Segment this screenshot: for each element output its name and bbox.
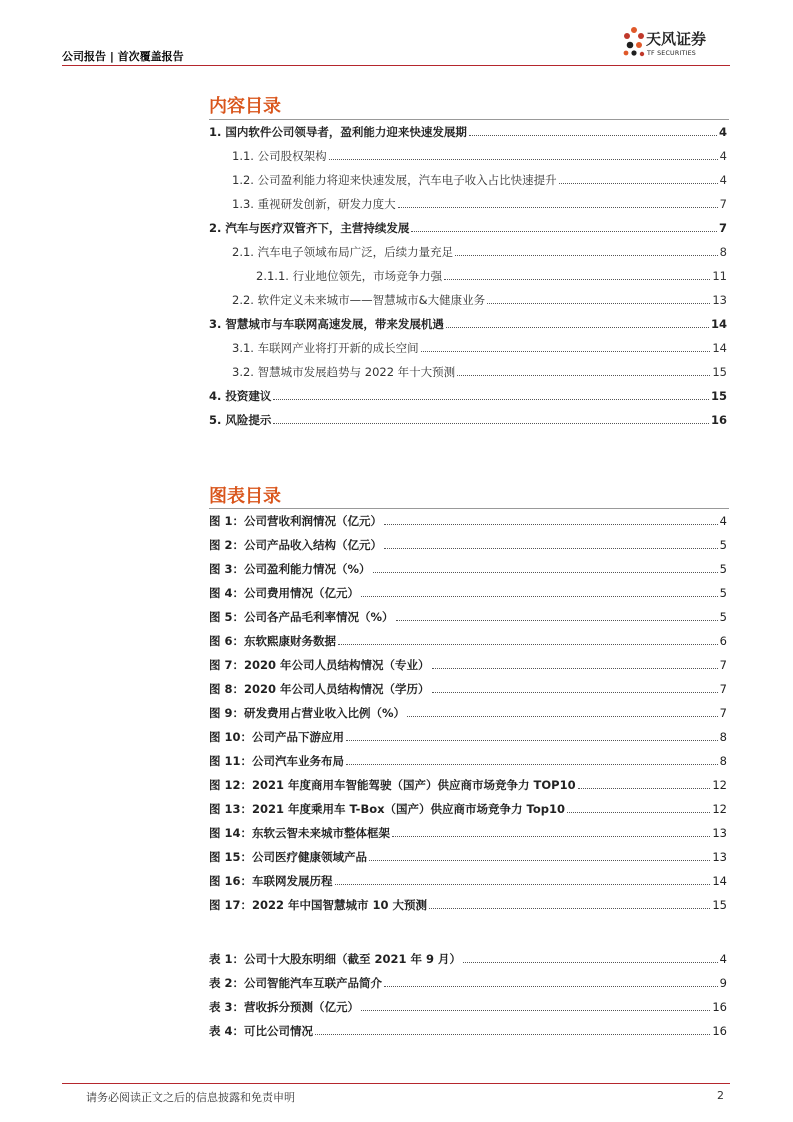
toc-entry[interactable] xyxy=(232,148,727,164)
page-number: 2 xyxy=(717,1089,724,1102)
figure-entry[interactable] xyxy=(209,657,727,673)
figure-entry-label: 图 8：2020 年公司人员结构情况（学历） xyxy=(209,682,430,696)
table-entry-page: 4 xyxy=(719,952,727,966)
toc-leader-dots xyxy=(446,327,709,328)
toc-leader-dots xyxy=(457,375,710,376)
figure-entry-page: 5 xyxy=(719,610,727,624)
toc-entry[interactable] xyxy=(256,268,727,284)
figure-entry[interactable] xyxy=(209,537,727,553)
toc-entry[interactable] xyxy=(209,124,727,140)
figure-entry-label: 图 17：2022 年中国智慧城市 10 大预测 xyxy=(209,898,428,912)
figure-entry[interactable] xyxy=(209,585,727,601)
toc-leader-dots xyxy=(463,962,718,963)
toc-entry-label: 2. 汽车与医疗双管齐下，主营持续发展 xyxy=(209,221,410,235)
figure-entry-label: 图 11：公司汽车业务布局 xyxy=(209,754,345,768)
toc-entry-page: 13 xyxy=(712,293,727,307)
toc-entry[interactable] xyxy=(209,220,727,236)
figure-entry-page: 6 xyxy=(719,634,727,648)
toc-leader-dots xyxy=(384,524,718,525)
figure-entry-page: 14 xyxy=(712,874,727,888)
figures-title: 图表目录 xyxy=(209,486,281,507)
figure-entry-label: 图 2：公司产品收入结构（亿元） xyxy=(209,538,383,552)
toc-leader-dots xyxy=(361,1010,710,1011)
toc-entry[interactable] xyxy=(232,196,727,212)
figure-entry[interactable] xyxy=(209,753,727,769)
figure-entry[interactable] xyxy=(209,705,727,721)
toc-entry[interactable] xyxy=(232,244,727,260)
toc-leader-dots xyxy=(373,572,718,573)
toc-leader-dots xyxy=(273,423,709,424)
figure-entry[interactable] xyxy=(209,609,727,625)
figure-entry-label: 图 10：公司产品下游应用 xyxy=(209,730,345,744)
figure-entry-page: 8 xyxy=(719,754,727,768)
figure-entry-label: 图 12：2021 年度商用车智能驾驶（国产）供应商市场竞争力 TOP10 xyxy=(209,778,576,792)
figure-entry-page: 7 xyxy=(719,682,727,696)
toc-leader-dots xyxy=(559,183,718,184)
toc-title: 内容目录 xyxy=(209,96,281,117)
figure-entry[interactable] xyxy=(209,681,727,697)
toc-entry-page: 15 xyxy=(710,389,727,403)
logo-chinese-text: 天风证券 xyxy=(646,30,707,48)
toc-leader-dots xyxy=(346,740,718,741)
toc-leader-dots xyxy=(398,207,718,208)
toc-entry-page: 11 xyxy=(712,269,727,283)
toc-leader-dots xyxy=(455,255,718,256)
figure-entry[interactable] xyxy=(209,729,727,745)
toc-leader-dots xyxy=(487,303,710,304)
figure-entry-label: 图 4：公司费用情况（亿元） xyxy=(209,586,360,600)
figure-entry-label: 图 5：公司各产品毛利率情况（%） xyxy=(209,610,394,624)
toc-entry[interactable] xyxy=(232,340,727,356)
toc-entry-page: 16 xyxy=(710,413,727,427)
figure-entry-page: 5 xyxy=(719,586,727,600)
toc-entry-page: 4 xyxy=(719,173,727,187)
toc-leader-dots xyxy=(567,812,710,813)
figure-entry-page: 5 xyxy=(719,562,727,576)
table-entry[interactable] xyxy=(209,999,727,1015)
toc-leader-dots xyxy=(338,644,718,645)
figure-entry[interactable] xyxy=(209,897,727,913)
figure-entry-label: 图 7：2020 年公司人员结构情况（专业） xyxy=(209,658,430,672)
toc-leader-dots xyxy=(429,908,710,909)
toc-entry-label: 4. 投资建议 xyxy=(209,389,272,403)
toc-leader-dots xyxy=(315,1034,710,1035)
toc-entry-page: 7 xyxy=(719,197,727,211)
toc-entry-label: 1. 国内软件公司领导者，盈利能力迎来快速发展期 xyxy=(209,125,467,139)
figure-entry[interactable] xyxy=(209,513,727,529)
toc-entry-page: 7 xyxy=(718,221,727,235)
toc-leader-dots xyxy=(407,716,718,717)
toc-entry-page: 15 xyxy=(712,365,727,379)
toc-entry[interactable] xyxy=(232,364,727,380)
figure-entry-label: 图 3：公司盈利能力情况（%） xyxy=(209,562,371,576)
toc-leader-dots xyxy=(432,692,718,693)
table-entry[interactable] xyxy=(209,951,727,967)
toc-leader-dots xyxy=(578,788,711,789)
figure-entry[interactable] xyxy=(209,825,727,841)
toc-leader-dots xyxy=(335,884,711,885)
toc-entry-page: 4 xyxy=(718,125,727,139)
toc-leader-dots xyxy=(411,231,717,232)
report-type-label: 公司报告 | 首次覆盖报告 xyxy=(62,50,184,63)
figure-entry-page: 13 xyxy=(712,826,727,840)
table-entry[interactable] xyxy=(209,1023,727,1039)
figure-entry-page: 7 xyxy=(719,706,727,720)
table-entry[interactable] xyxy=(209,975,727,991)
toc-leader-dots xyxy=(361,596,718,597)
table-entry-label: 表 4：可比公司情况 xyxy=(209,1024,314,1038)
figure-entry-page: 4 xyxy=(719,514,727,528)
header-divider xyxy=(62,65,730,66)
toc-entry-label: 3.1. 车联网产业将打开新的成长空间 xyxy=(232,341,419,355)
figure-entry-label: 图 16：车联网发展历程 xyxy=(209,874,333,888)
toc-entry-label: 2.1.1. 行业地位领先，市场竞争力强 xyxy=(256,269,443,283)
figure-entry[interactable] xyxy=(209,849,727,865)
logo-english-text: TF SECURITIES xyxy=(647,50,696,57)
toc-entry[interactable] xyxy=(232,292,727,308)
footer-disclaimer: 请务必阅读正文之后的信息披露和免责申明 xyxy=(86,1091,295,1104)
toc-entry-label: 3.2. 智慧城市发展趋势与 2022 年十大预测 xyxy=(232,365,456,379)
logo-flower-icon xyxy=(622,24,646,64)
toc-entry-page: 14 xyxy=(712,341,727,355)
toc-entry[interactable] xyxy=(232,172,727,188)
toc-entry[interactable] xyxy=(209,412,727,428)
figure-entry-label: 图 9：研发费用占营业收入比例（%） xyxy=(209,706,406,720)
toc-entry-label: 1.2. 公司盈利能力将迎来快速发展，汽车电子收入占比快速提升 xyxy=(232,173,557,187)
toc-entry-label: 2.1. 汽车电子领域布局广泛，后续力量充足 xyxy=(232,245,454,259)
toc-entry[interactable] xyxy=(209,388,727,404)
figures-title-divider xyxy=(209,508,729,509)
figure-entry[interactable] xyxy=(209,873,727,889)
figure-entry[interactable] xyxy=(209,633,727,649)
toc-leader-dots xyxy=(346,764,718,765)
toc-entry-label: 1.1. 公司股权架构 xyxy=(232,149,327,163)
figure-entry-page: 7 xyxy=(719,658,727,672)
figure-entry-label: 图 13：2021 年度乘用车 T-Box（国产）供应商市场竞争力 Top10 xyxy=(209,802,565,816)
figure-entry-page: 8 xyxy=(719,730,727,744)
toc-leader-dots xyxy=(444,279,710,280)
toc-leader-dots xyxy=(469,135,717,136)
toc-entry-page: 8 xyxy=(719,245,727,259)
toc-leader-dots xyxy=(421,351,711,352)
figure-entry-label: 图 6：东软熙康财务数据 xyxy=(209,634,337,648)
toc-entry-page: 14 xyxy=(710,317,727,331)
figure-entry-page: 15 xyxy=(712,898,727,912)
toc-leader-dots xyxy=(392,836,710,837)
tf-securities-logo xyxy=(622,24,732,64)
toc-leader-dots xyxy=(396,620,718,621)
table-entry-label: 表 3：营收拆分预测（亿元） xyxy=(209,1000,360,1014)
toc-leader-dots xyxy=(384,548,718,549)
toc-entry-label: 2.2. 软件定义未来城市——智慧城市&大健康业务 xyxy=(232,293,486,307)
toc-leader-dots xyxy=(432,668,718,669)
figure-entry-page: 13 xyxy=(712,850,727,864)
toc-entry-label: 1.3. 重视研发创新，研发力度大 xyxy=(232,197,396,211)
toc-title-divider xyxy=(209,119,729,120)
figure-entry[interactable] xyxy=(209,777,727,793)
figure-entry-page: 12 xyxy=(712,802,727,816)
figure-entry[interactable] xyxy=(209,561,727,577)
footer-divider xyxy=(62,1083,730,1084)
figure-entry[interactable] xyxy=(209,801,727,817)
table-entry-page: 16 xyxy=(712,1000,727,1014)
toc-entry-label: 5. 风险提示 xyxy=(209,413,272,427)
toc-leader-dots xyxy=(369,860,710,861)
toc-leader-dots xyxy=(329,159,718,160)
toc-entry-page: 4 xyxy=(719,149,727,163)
table-entry-label: 表 1：公司十大股东明细（截至 2021 年 9 月） xyxy=(209,952,462,966)
figure-entry-page: 5 xyxy=(719,538,727,552)
table-entry-page: 9 xyxy=(719,976,727,990)
figure-entry-page: 12 xyxy=(712,778,727,792)
table-entry-label: 表 2：公司智能汽车互联产品简介 xyxy=(209,976,383,990)
toc-leader-dots xyxy=(384,986,718,987)
toc-entry[interactable] xyxy=(209,316,727,332)
table-entry-page: 16 xyxy=(712,1024,727,1038)
figure-entry-label: 图 14：东软云智未来城市整体框架 xyxy=(209,826,391,840)
figure-entry-label: 图 1：公司营收利润情况（亿元） xyxy=(209,514,383,528)
toc-entry-label: 3. 智慧城市与车联网高速发展，带来发展机遇 xyxy=(209,317,444,331)
figure-entry-label: 图 15：公司医疗健康领域产品 xyxy=(209,850,368,864)
toc-leader-dots xyxy=(273,399,709,400)
